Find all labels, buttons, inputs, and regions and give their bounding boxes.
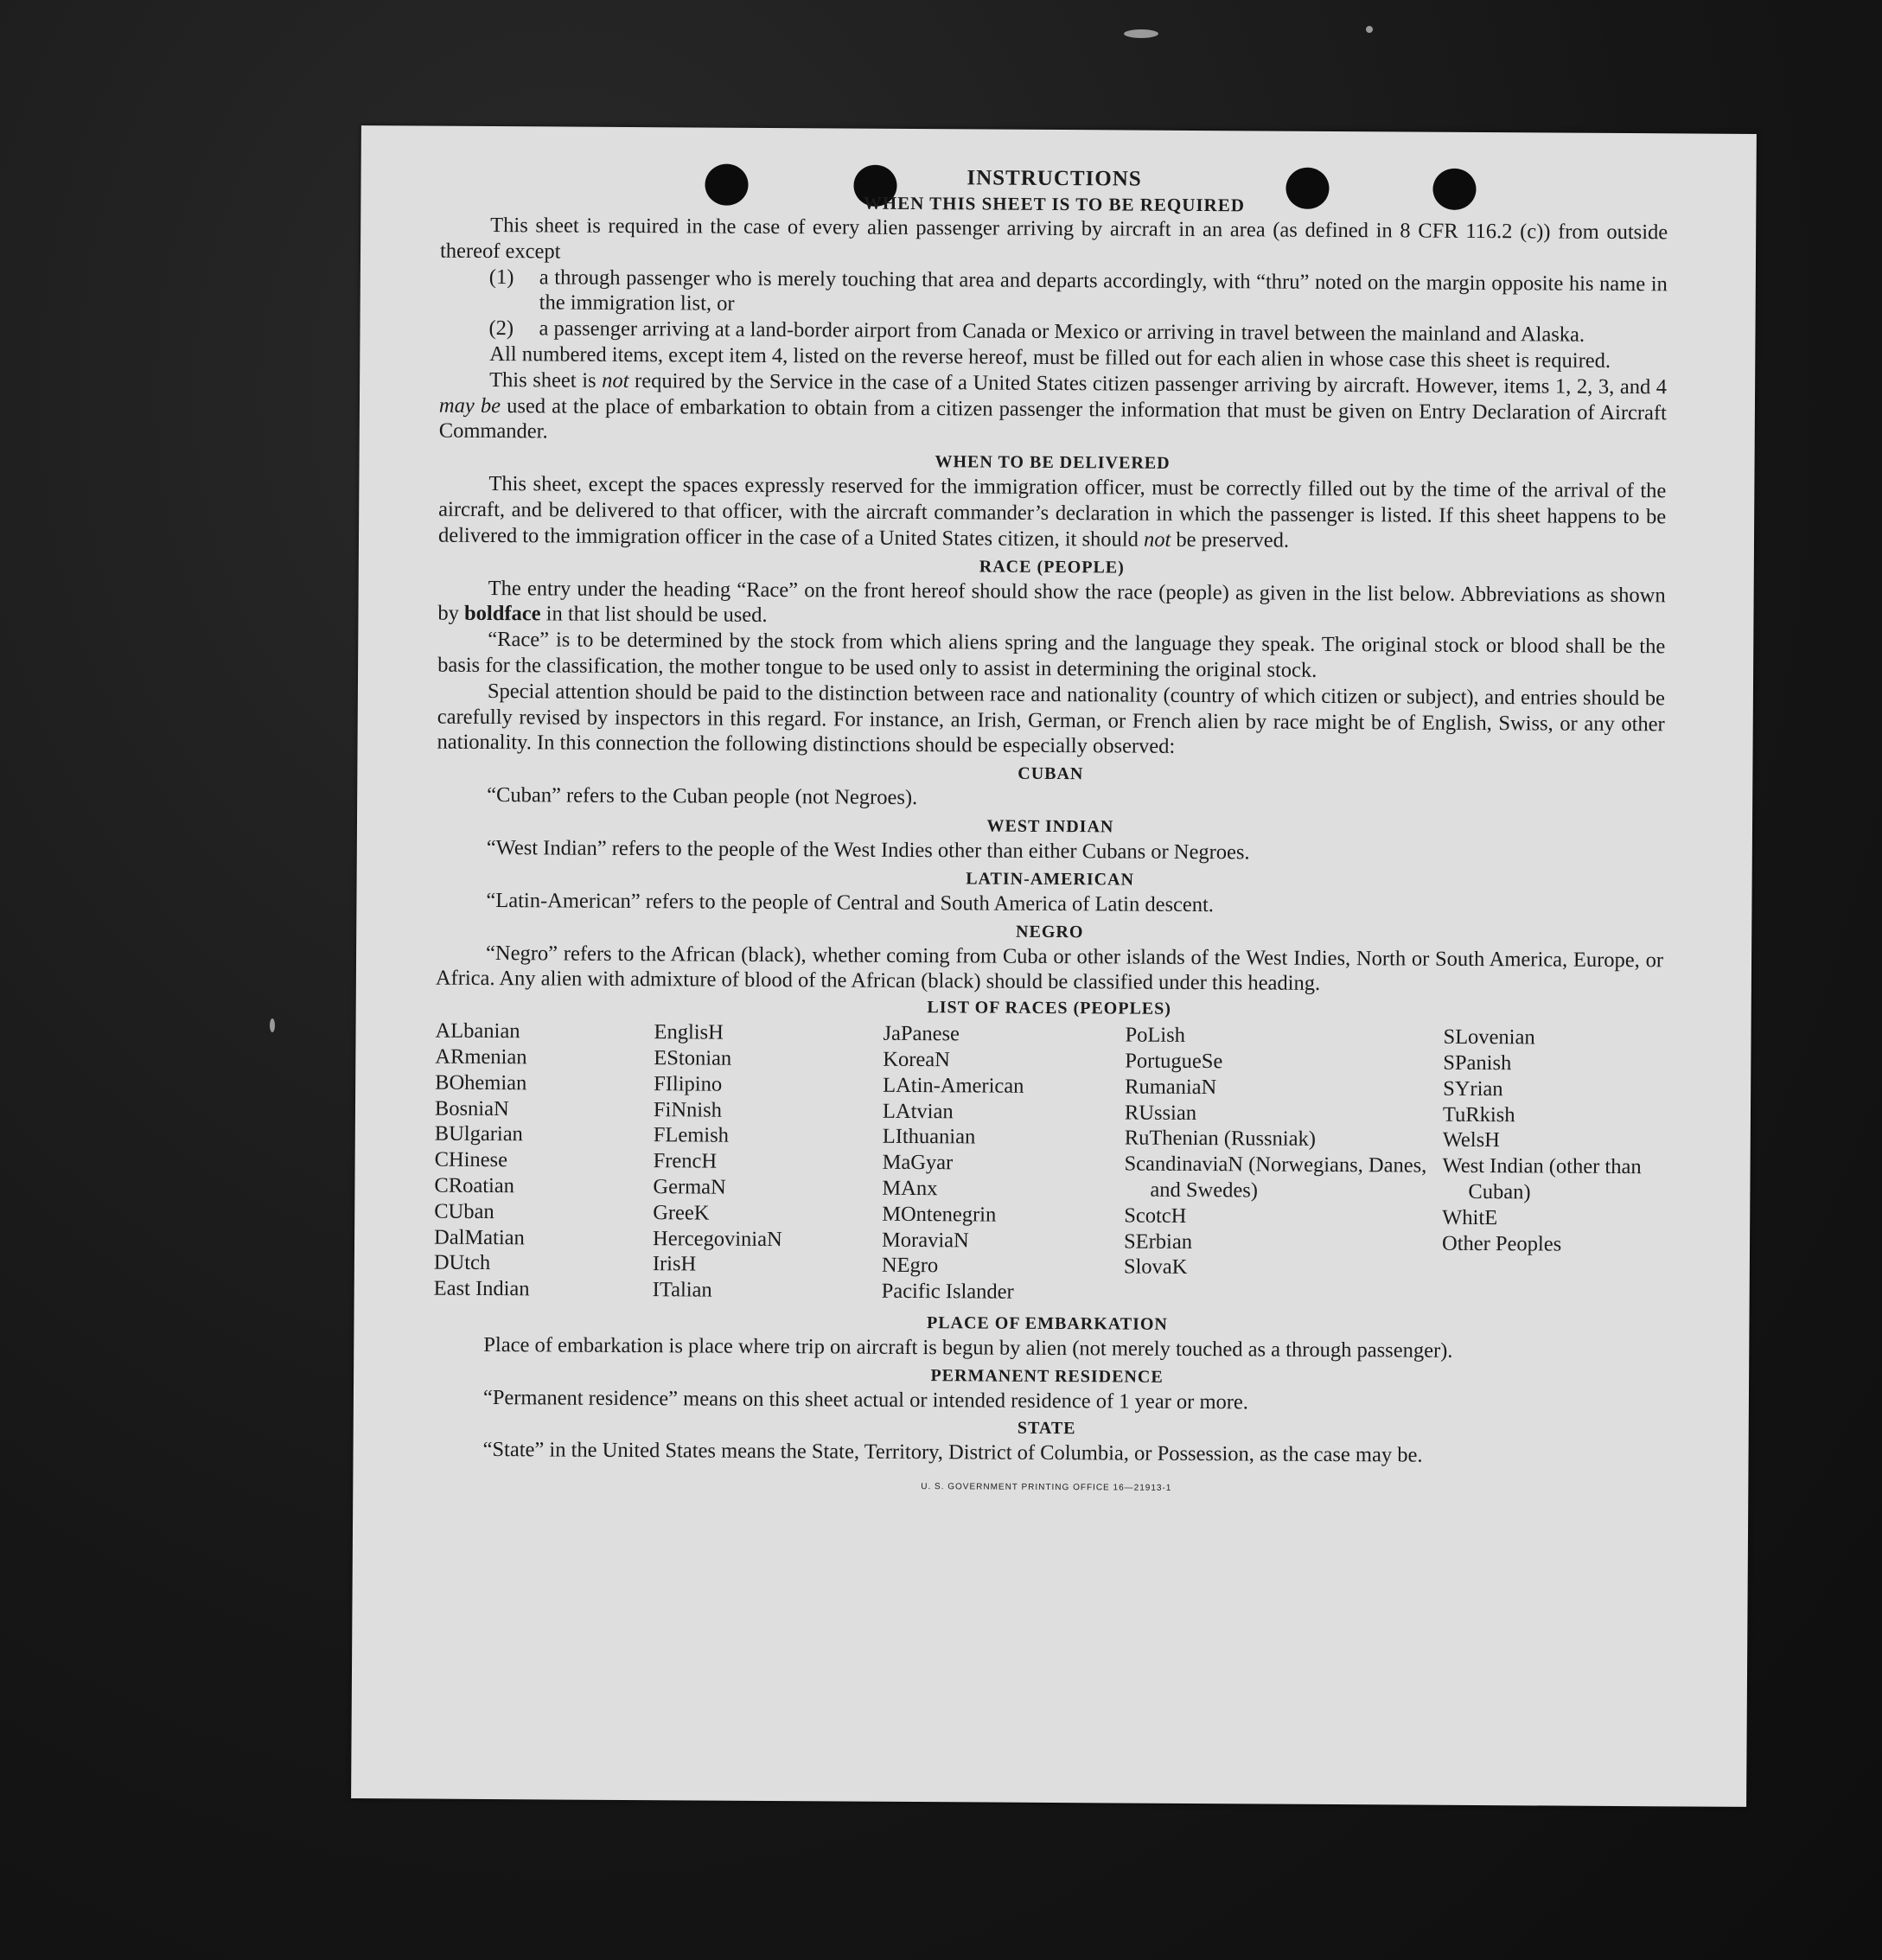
races-column-4 [1124, 1023, 1444, 1308]
delivered-paragraph [438, 471, 1667, 556]
text-run: This sheet, except the spaces expressly reserved for the immigration officer, must be correctly filled out by the time of the arrival of the aircraft, and be delivered to that officer, with the aircraft commander’s declaration in which the passenger is listed. If this sheet happens to be delivered to the immigration officer in the case of a United States citizen, it should [437, 472, 1667, 552]
printer-imprint: U. S. GOVERNMENT PRINTING OFFICE 16—21913-1 [921, 1482, 1172, 1494]
dust-speck [1366, 26, 1373, 33]
italic-text: may be [438, 393, 501, 418]
race-entry: EStonian [654, 1046, 732, 1070]
text-run: This sheet is [489, 367, 603, 393]
section-heading-state: STATE [1017, 1419, 1076, 1439]
race-entry: NEgro [881, 1254, 939, 1278]
race-entry: KoreaN [883, 1047, 950, 1072]
race-entry: LAtvian [882, 1099, 954, 1123]
dust-speck [270, 1018, 275, 1032]
italic-text: not [602, 368, 629, 393]
negro-paragraph: “Negro” refers to the African (black), whether coming from Cuba or other islands of the West Indies, North or South America, Europe, or Africa. Any alien with admixture of blood of the African (black) should be classified under this heading. [435, 941, 1664, 996]
numbered-items-paragraph: All numbered items, except item 4, listed on the reverse hereof, must be filled out for each alien in whose case this sheet is required. [489, 342, 1611, 373]
race-entry: RumaniaN [1125, 1075, 1217, 1099]
race-entry: CUban [434, 1199, 494, 1223]
races-column-2 [653, 1019, 884, 1304]
item-text: a through passenger who is merely touching that area and departs accordingly, with “thru” noted on the margin opposite his name in the immigration list, or [539, 265, 1668, 316]
races-column-3 [882, 1021, 1126, 1306]
race-entry: West Indian (other than Cuban) [1442, 1153, 1642, 1204]
race-entry: FIlipino [654, 1071, 723, 1096]
race-entry: ScandinaviaN (Norwegians, Danes, and Swedes) [1124, 1152, 1427, 1203]
race-entry: FrencH [653, 1149, 718, 1173]
race-entry: ARmenian [435, 1044, 527, 1069]
race-paragraph-3: Special attention should be paid to the distinction between race and nationality (country of which citizen or subject), and entries should be carefully revised by inspectors in this regard. For instance, an Irish, German, or French alien by race might be of English, Swiss, or any other nationality. In this connection the following distinctions should be especially observed: [437, 679, 1665, 759]
state-paragraph: “State” in the United States means the State, Territory, District of Columbia, or Possession, as the case may be. [482, 1438, 1423, 1468]
race-entry: GreeK [653, 1200, 710, 1225]
item-text: a passenger arriving at a land-border airport from Canada or Mexico or arriving in travel between the mainland and Alaska. [539, 316, 1585, 347]
sheet-content [432, 163, 1668, 1505]
race-entry: Other Peoples [1441, 1231, 1562, 1256]
race-entry: ScotcH [1124, 1203, 1187, 1228]
race-entry: CHinese [434, 1147, 508, 1172]
race-entry: WhitE [1442, 1205, 1498, 1229]
race-entry: GermaN [653, 1175, 726, 1199]
bold-text: boldface [464, 602, 541, 626]
citizen-paragraph [439, 367, 1668, 451]
race-entry: EnglisH [654, 1020, 724, 1044]
race-entry: HercegoviniaN [652, 1226, 782, 1251]
section-heading-west-indian: WEST INDIAN [986, 816, 1114, 837]
race-paragraph-1 [437, 575, 1665, 634]
race-entry: LAtin-American [883, 1073, 1024, 1098]
race-paragraph-2: “Race” is to be determined by the stock from which aliens spring and the language they speak. The original stock or blood shall be the basis for the classification, the mother tongue to be used only to assist in determining the original stock. [437, 628, 1666, 682]
race-entry: PortugueSe [1125, 1049, 1223, 1074]
west-indian-paragraph: “West Indian” refers to the people of the West Indies other than either Cubans or Negroes. [486, 835, 1250, 865]
race-entry: SLovenian [1443, 1025, 1535, 1050]
instruction-sheet [351, 125, 1757, 1807]
cuban-paragraph: “Cuban” refers to the Cuban people (not Negroes). [487, 783, 918, 810]
races-table [434, 1018, 1663, 1309]
section-heading-negro: NEGRO [1016, 922, 1084, 942]
race-entry: RuThenian (Russniak) [1124, 1126, 1317, 1152]
race-entry: WelsH [1442, 1128, 1500, 1152]
race-entry: Pacific Islander [881, 1279, 1014, 1304]
section-heading-delivered: WHEN TO BE DELIVERED [935, 452, 1171, 473]
race-entry: SlovaK [1123, 1255, 1188, 1280]
race-entry: SYrian [1443, 1076, 1503, 1101]
race-entry: FiNnish [653, 1097, 723, 1122]
embarkation-paragraph: Place of embarkation is place where trip on aircraft is begun by alien (not merely touched as a through passenger). [483, 1332, 1453, 1363]
race-entry: MaGyar [882, 1150, 954, 1175]
text-run: in that list should be used. [540, 602, 768, 628]
race-entry: MAnx [882, 1176, 938, 1201]
section-heading-embarkation: PLACE OF EMBARKATION [926, 1313, 1168, 1334]
race-entry: East Indian [433, 1276, 530, 1301]
intro-paragraph: This sheet is required in the case of every alien passenger arriving by aircraft in an area (as defined in 8 CFR 116.2 (c)) from outside thereof except [439, 214, 1668, 264]
text-run: The entry under the heading “Race” on the front hereof should show the race (people) as given in the list below. Abbreviations as shown by [437, 576, 1666, 626]
race-entry: FLemish [653, 1123, 730, 1148]
race-entry: RUssian [1124, 1101, 1197, 1125]
race-entry: MoraviaN [881, 1228, 969, 1252]
section-heading-latin-american: LATIN-AMERICAN [966, 869, 1135, 890]
race-entry: BUlgarian [434, 1121, 523, 1146]
text-run: be preserved. [1171, 527, 1290, 552]
race-entry: SErbian [1123, 1229, 1193, 1254]
item-number: (2) [488, 316, 514, 341]
race-entry: ITalian [652, 1278, 712, 1302]
item-number: (1) [488, 265, 514, 289]
race-entry: MOntenegrin [882, 1202, 997, 1227]
race-entry: BosniaN [434, 1096, 509, 1120]
race-entry: ALbanian [435, 1018, 520, 1044]
race-entry: IrisH [652, 1252, 697, 1276]
race-entry: JaPanese [883, 1021, 960, 1046]
race-entry: LIthuanian [882, 1125, 976, 1149]
section-heading-residence: PERMANENT RESIDENCE [930, 1365, 1164, 1387]
section-heading-cuban: CUBAN [1018, 763, 1084, 784]
exception-item-1 [488, 265, 1668, 323]
race-entry: CRoatian [434, 1173, 515, 1198]
race-entry: SPanish [1443, 1050, 1512, 1076]
italic-text: not [1143, 527, 1171, 552]
race-entry: DalMatian [433, 1225, 525, 1249]
section-heading-required: WHEN THIS SHEET IS TO BE REQUIRED [863, 192, 1246, 216]
race-entry: BOhemian [435, 1070, 527, 1095]
dust-speck [1124, 29, 1158, 38]
section-heading-list-of-races: LIST OF RACES (PEOPLES) [927, 998, 1172, 1018]
race-entry: TuRkish [1442, 1102, 1515, 1127]
text-run: required by the Service in the case of a United States citizen passenger arriving by aircraft. However, items 1, 2, 3, and 4 [628, 368, 1668, 399]
races-column-5 [1442, 1025, 1668, 1309]
races-column-1 [434, 1018, 654, 1303]
page-title: INSTRUCTIONS [967, 166, 1142, 191]
residence-paragraph: “Permanent residence” means on this sheet actual or intended residence of 1 year or more. [482, 1385, 1249, 1414]
section-heading-race: RACE (PEOPLE) [979, 557, 1125, 578]
race-entry: DUtch [433, 1250, 491, 1275]
race-entry: PoLish [1125, 1023, 1186, 1048]
latin-american-paragraph: “Latin-American” refers to the people of Central and South America of Latin descent. [486, 888, 1215, 916]
text-run: used at the place of embarkation to obtain from a citizen passenger the information that must be given on Entry Declaration of Aircraft Commander. [438, 393, 1668, 444]
